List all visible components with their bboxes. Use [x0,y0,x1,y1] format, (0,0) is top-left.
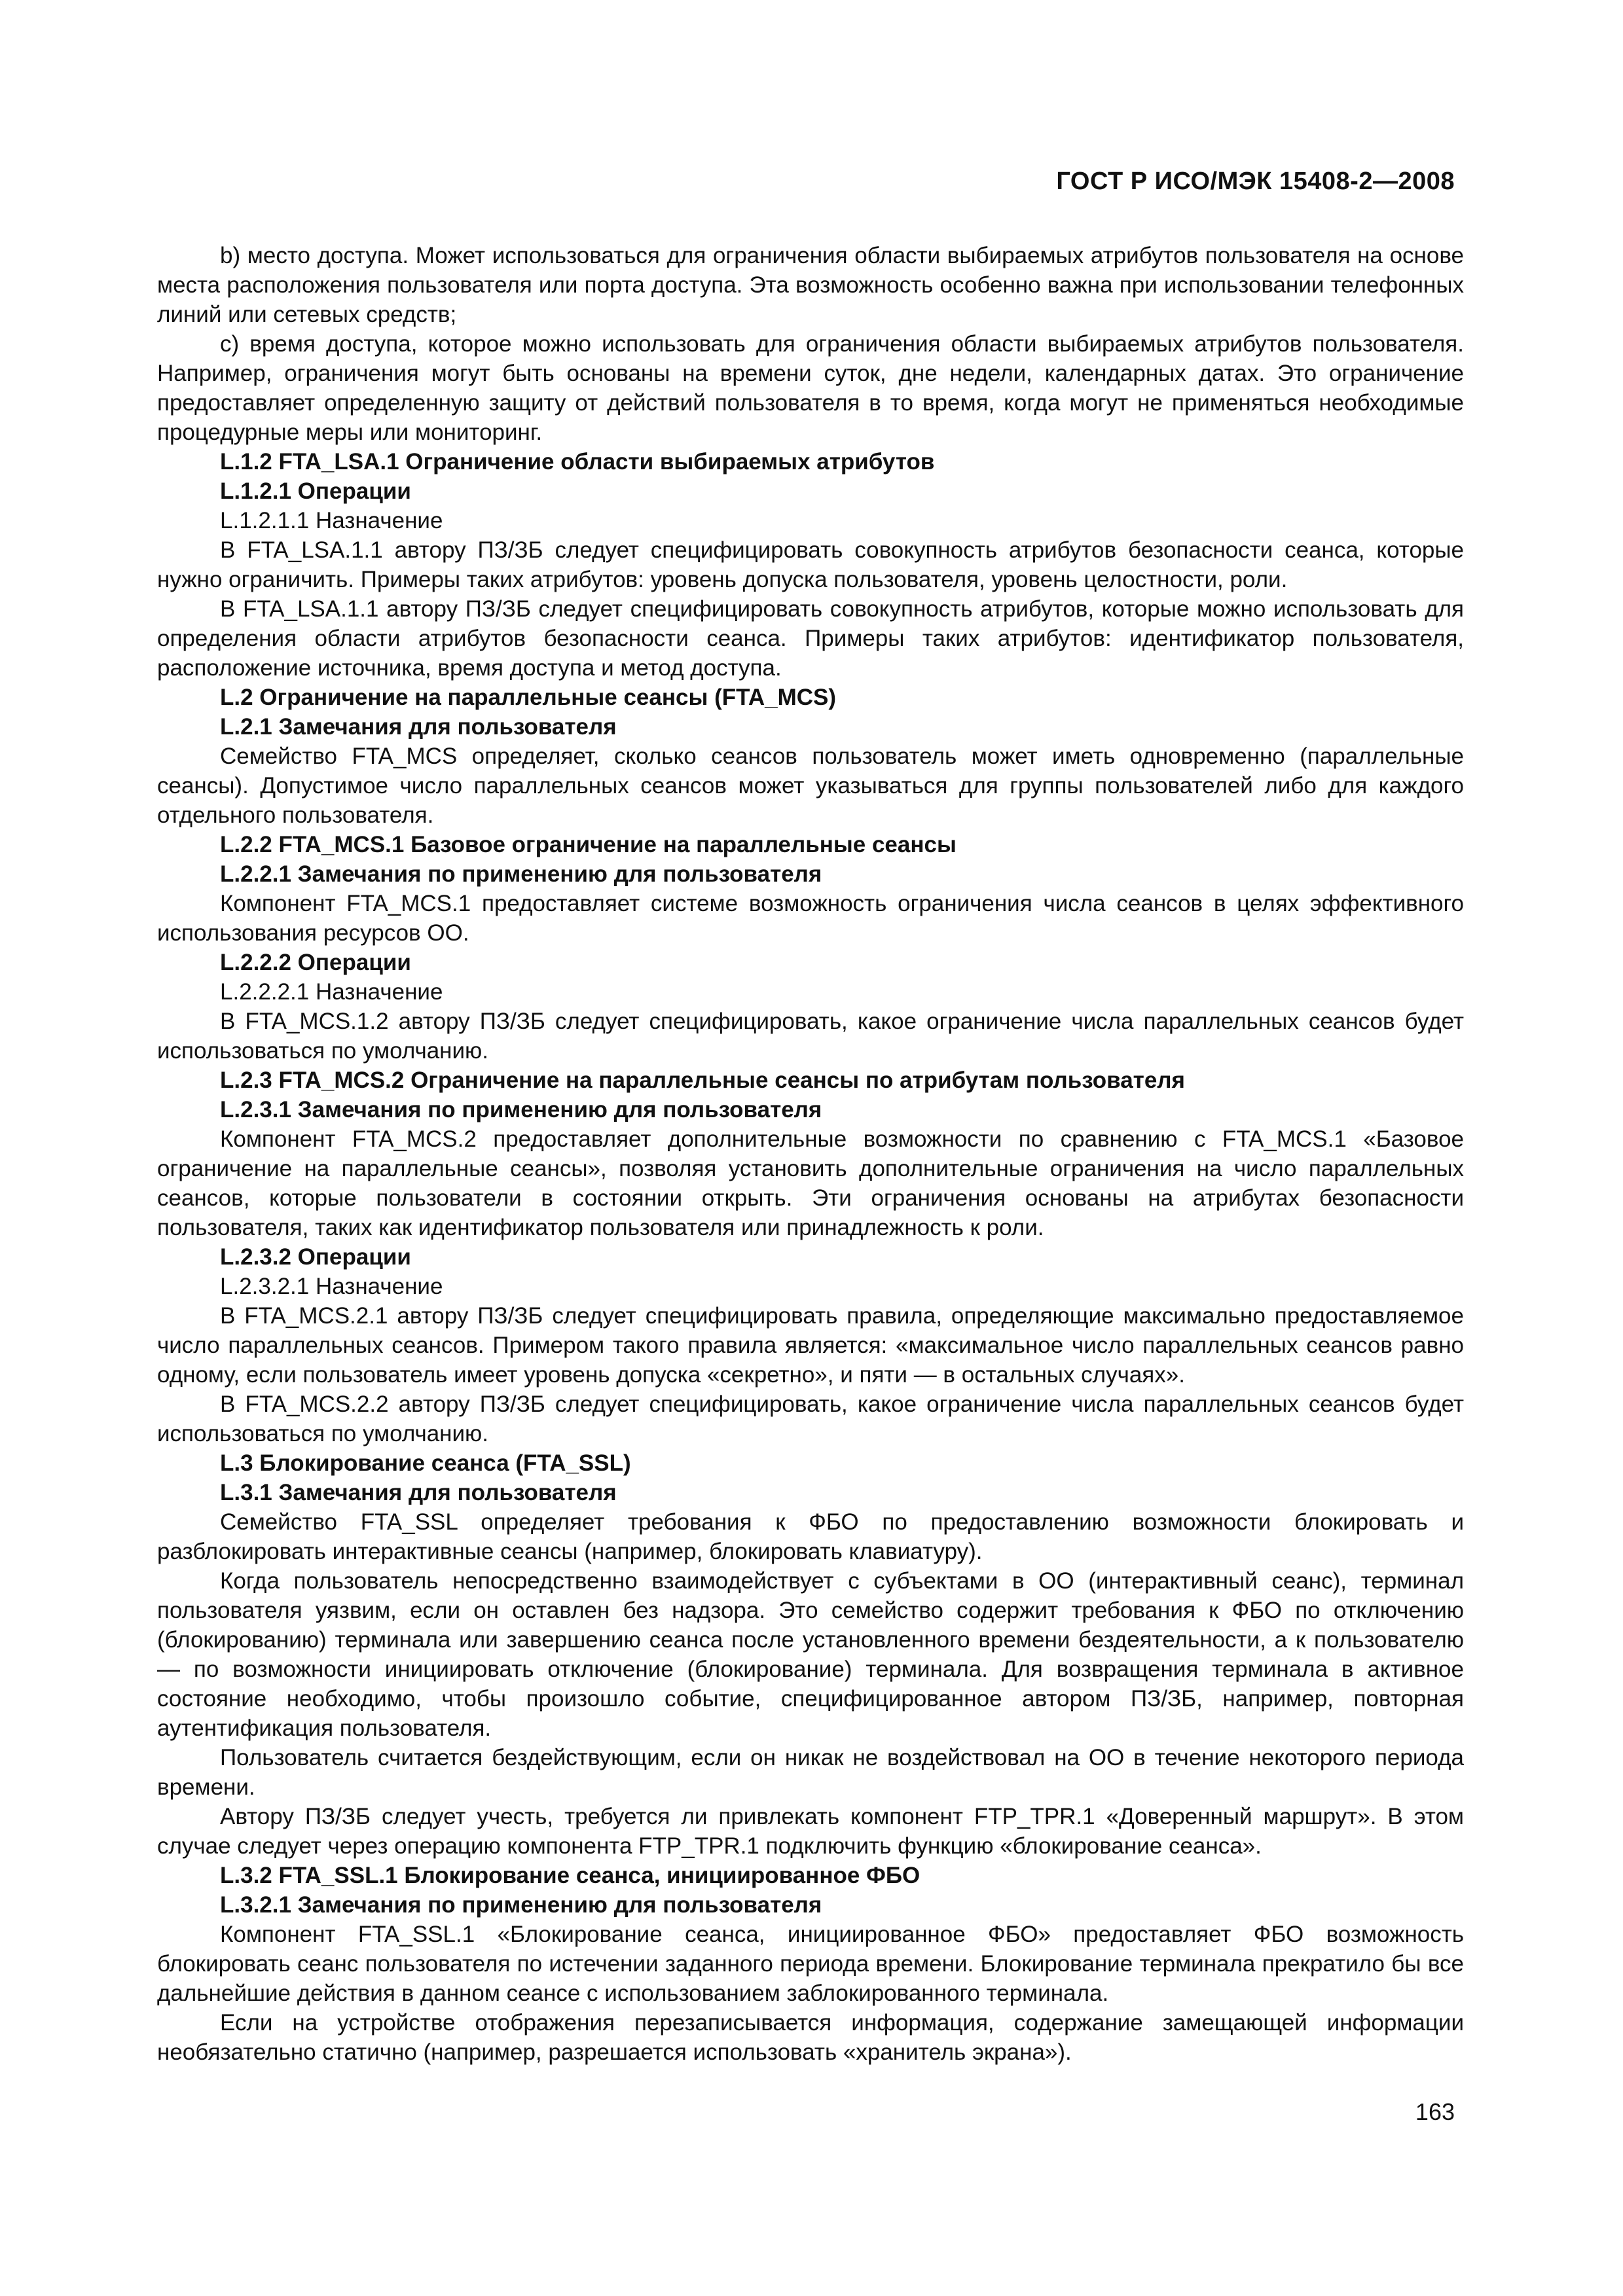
paragraph: Пользователь считается бездействующим, если он никак не воздействовал на ОО в течение некоторого периода времени. [157,1745,1464,1800]
paragraph: Семейство FTA_SSL определяет требования к ФБО по предоставлению возможности блокировать и разблокировать интерактивные сеансы (например, блокировать клавиатуру). [157,1509,1464,1564]
paragraph: Компонент FTA_MCS.1 предоставляет системе возможность ограничения числа сеансов в целях эффективного использования ресурсов ОО. [157,891,1464,946]
paragraph: Компонент FTA_SSL.1 «Блокирование сеанса, инициированное ФБО» предоставляет ФБО возможность блокировать сеанс пользователя по истечении заданного периода времени. Блокирование терминала прекратило бы все дальнейшие действия в данном сеансе с использованием заблокированного терминала. [157,1922,1464,2006]
paragraph: Семейство FTA_MCS определяет, сколько сеансов пользователь может иметь одновременно (параллельные сеансы). Допустимое число параллельных сеансов может указываться для группы пользователей либо для каждого отдельного пользователя. [157,744,1464,828]
section-heading-l-2: L.2 Ограничение на параллельные сеансы (FTA_MCS) [220,685,837,710]
subsection-l-2-3-2-1: L.2.3.2.1 Назначение [220,1274,443,1299]
section-heading-l-3-1: L.3.1 Замечания для пользователя [220,1480,617,1505]
section-heading-l-2-2-2: L.2.2.2 Операции [220,950,411,975]
page-number: 163 [1415,2098,1455,2125]
paragraph: В FTA_LSA.1.1 автору ПЗ/ЗБ следует специфицировать совокупность атрибутов, которые можно использовать для определения области атрибутов безопасности сеанса. Примеры таких атрибутов: идентификатор пользователя, расположение источника, время доступа и метод доступа. [157,596,1464,681]
subsection-l-2-2-2-1: L.2.2.2.1 Назначение [220,979,443,1005]
section-heading-l-3-2-1: L.3.2.1 Замечания по применению для пользователя [220,1892,822,1918]
document-header: ГОСТ Р ИСО/МЭК 15408-2—2008 [1056,168,1455,195]
paragraph-c-access-time: c) время доступа, которое можно использовать для ограничения области выбираемых атрибутов пользователя. Например, ограничения могут быть основаны на времени суток, дне недели, календарных датах. Это ограничение предоставляет определенную защиту от действий пользователя в то время, когда могут не применяться необходимые процедурные меры или мониторинг. [157,331,1464,445]
section-heading-l-3-2: L.3.2 FTA_SSL.1 Блокирование сеанса, инициированное ФБО [220,1863,921,1888]
paragraph: В FTA_LSA.1.1 автору ПЗ/ЗБ следует специфицировать совокупность атрибутов безопасности сеанса, которые нужно ограничить. Примеры таких атрибутов: уровень допуска пользователя, уровень целостности, роли. [157,537,1464,592]
section-heading-l-2-3-2: L.2.3.2 Операции [220,1244,411,1270]
paragraph-b-access-place: b) место доступа. Может использоваться для ограничения области выбираемых атрибутов пользователя на основе места расположения пользователя или порта доступа. Эта возможность особенно важна при использовании телефонных линий или сетевых средств; [157,243,1464,327]
section-heading-l-2-1: L.2.1 Замечания для пользователя [220,714,617,740]
section-heading-l-1-2-1: L.1.2.1 Операции [220,478,411,504]
section-heading-l-2-3: L.2.3 FTA_MCS.2 Ограничение на параллельные сеансы по атрибутам пользователя [220,1067,1185,1093]
paragraph: Когда пользователь непосредственно взаимодействует с субъектами в ОО (интерактивный сеанс), терминал пользователя уязвим, если он оставлен без надзора. Это семейство содержит требования к ФБО по отключению (блокированию) терминала или завершению сеанса после установленного времени бездеятельности, а к пользователю — по возможности инициировать отключение (блокирование) терминала. Для возвращения терминала в активное состояние необходимо, чтобы произошло событие, специфицированное автором ПЗ/ЗБ, например, повторная аутентификация пользователя. [157,1568,1464,1741]
subsection-l-1-2-1-1: L.1.2.1.1 Назначение [220,508,443,533]
paragraph: Если на устройстве отображения перезаписывается информация, содержание замещающей информации необязательно статично (например, разрешается использовать «хранитель экрана»). [157,2010,1464,2065]
section-heading-l-1-2: L.1.2 FTA_LSA.1 Ограничение области выбираемых атрибутов [220,449,935,475]
section-heading-l-3: L.3 Блокирование сеанса (FTA_SSL) [220,1450,631,1476]
section-heading-l-2-2-1: L.2.2.1 Замечания по применению для пользователя [220,861,822,887]
paragraph: Автору ПЗ/ЗБ следует учесть, требуется ли привлекать компонент FTP_TPR.1 «Доверенный маршрут». В этом случае следует через операцию компонента FTP_TPR.1 подключить функцию «блокирование сеанса». [157,1804,1464,1859]
page-content [157,241,1464,2067]
paragraph: В FTA_MCS.2.1 автору ПЗ/ЗБ следует специфицировать правила, определяющие максимально предоставляемое число параллельных сеансов. Примером такого правила является: «максимальное число параллельных сеансов равно одному, если пользователь имеет уровень допуска «секретно», и пяти — в остальных случаях». [157,1303,1464,1388]
section-heading-l-2-2: L.2.2 FTA_MCS.1 Базовое ограничение на параллельные сеансы [220,832,957,857]
paragraph: В FTA_MCS.1.2 автору ПЗ/ЗБ следует специфицировать, какое ограничение числа параллельных сеансов будет использоваться по умолчанию. [157,1009,1464,1064]
paragraph: В FTA_MCS.2.2 автору ПЗ/ЗБ следует специфицировать, какое ограничение числа параллельных сеансов будет использоваться по умолчанию. [157,1391,1464,1446]
paragraph: Компонент FTA_MCS.2 предоставляет дополнительные возможности по сравнению с FTA_MCS.1 «Базовое ограничение на параллельные сеансы», позволяя установить дополнительные ограничения на число параллельных сеансов, которые пользователи в состоянии открыть. Эти ограничения основаны на атрибутах безопасности пользователя, таких как идентификатор пользователя или принадлежность к роли. [157,1126,1464,1240]
section-heading-l-2-3-1: L.2.3.1 Замечания по применению для пользователя [220,1097,822,1122]
